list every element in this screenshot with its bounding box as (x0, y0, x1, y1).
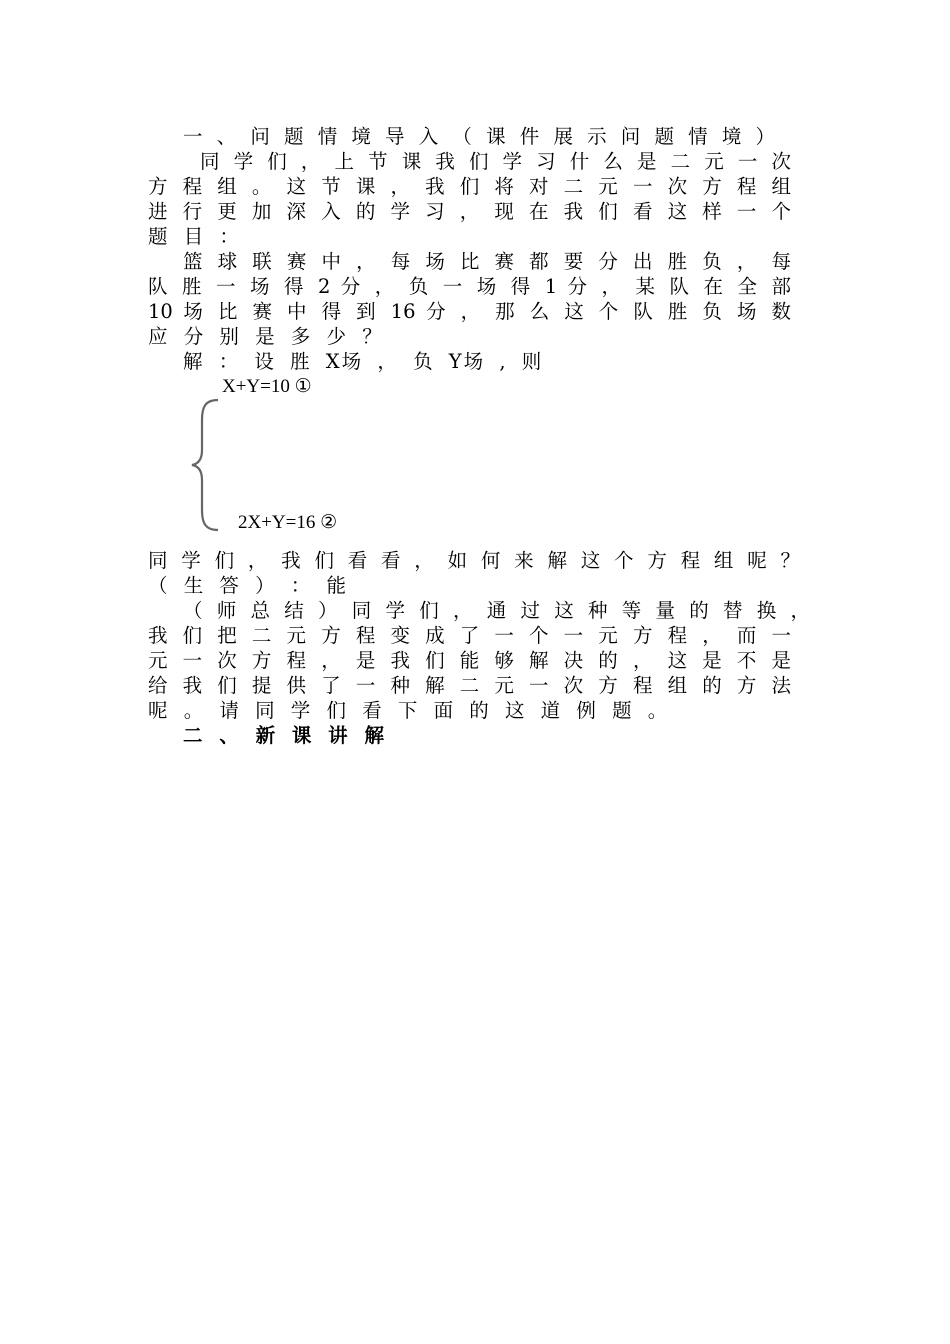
intro-line-4: 题 目 ： (148, 225, 241, 248)
summary-line-5: 呢 。 请 同 学 们 看 下 面 的 这 道 例 题 。 (148, 699, 670, 722)
intro-line-1: 同 学 们 ， 上 节 课 我 们 学 习 什 么 是 二 元 一 次 (200, 150, 791, 173)
left-brace-icon (190, 398, 224, 532)
solution-intro: 解 ： 设 胜 X场 ， 负 Y场 , 则 (183, 350, 544, 373)
problem-line-1: 篮 球 联 赛 中 ， 每 场 比 赛 都 要 分 出 胜 负 ， 每 (183, 250, 791, 273)
section-heading-2: 二 、 新 课 讲 解 (183, 724, 386, 747)
section-heading-1: 一 、 问 题 情 境 导 入 （ 课 件 展 示 问 题 情 境 ） (183, 125, 775, 148)
equation-1: X+Y=10 ① (222, 376, 312, 397)
summary-line-2: 我 们 把 二 元 方 程 变 成 了 一 个 一 元 方 程 ， 而 一 (148, 624, 791, 647)
summary-line-1: （ 师 总 结 ） 同 学 们 ， 通 过 这 种 等 量 的 替 换 ， (183, 599, 810, 622)
answer-line: （ 生 答 ） ： 能 (148, 574, 348, 597)
equation-2: 2X+Y=16 ② (238, 512, 338, 533)
intro-line-2: 方 程 组 。 这 节 课 ， 我 们 将 对 二 元 一 次 方 程 组 (148, 175, 791, 198)
problem-line-4: 应 分 别 是 多 少 ？ (148, 325, 384, 348)
intro-line-3: 进 行 更 加 深 入 的 学 习 ， 现 在 我 们 看 这 样 一 个 (148, 200, 791, 223)
summary-line-3: 元 一 次 方 程 ， 是 我 们 能 够 解 决 的 ， 这 是 不 是 (148, 649, 791, 672)
problem-line-3: 10 场 比 赛 中 得 到 16 分 ， 那 么 这 个 队 胜 负 场 数 (148, 300, 791, 323)
problem-line-2: 队 胜 一 场 得 2 分 ， 负 一 场 得 1 分 ， 某 队 在 全 部 (148, 275, 791, 298)
question-line: 同 学 们 ， 我 们 看 看 ， 如 何 来 解 这 个 方 程 组 呢 ？ (148, 549, 800, 572)
summary-line-4: 给 我 们 提 供 了 一 种 解 二 元 一 次 方 程 组 的 方 法 (148, 674, 791, 697)
